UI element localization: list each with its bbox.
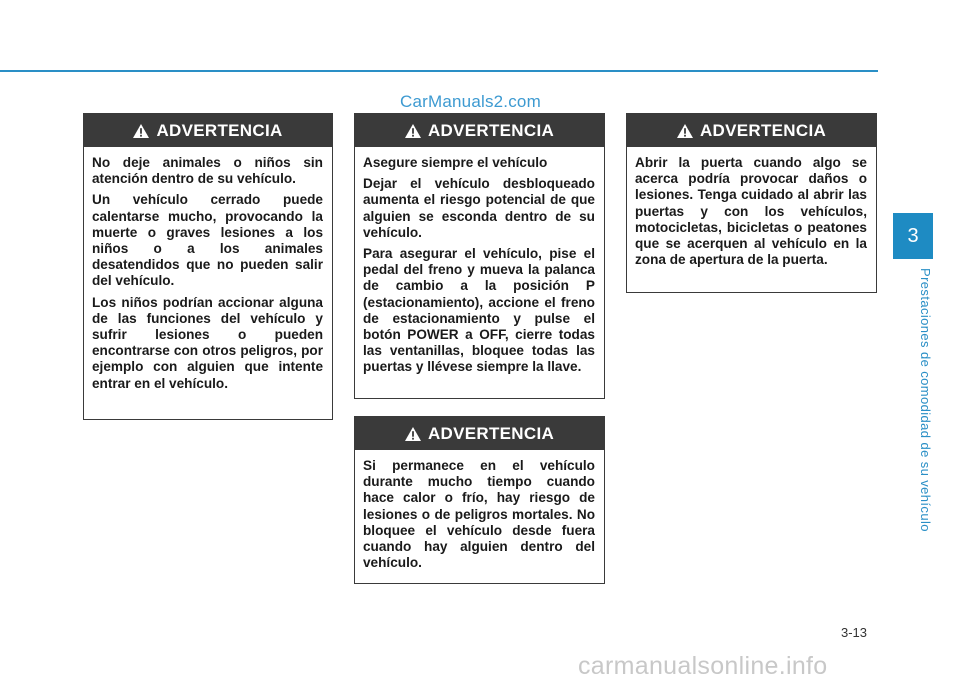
- warning-paragraph: Los niños podrían accionar alguna de las funciones del vehículo y sufrir lesiones o pueden encontrarse con otros peligros, por ejemplo con alguien que intente entrar en el vehículo.: [92, 294, 323, 391]
- warning-header: [84, 114, 332, 147]
- warning-header: [355, 417, 604, 450]
- warning-header: [355, 114, 604, 147]
- header-rule: [0, 70, 878, 72]
- warning-heading: ADVERTENCIA: [427, 423, 555, 443]
- warning-body: [355, 147, 604, 386]
- warning-paragraph: Para asegurar el vehículo, pise el pedal del freno y mueva la palanca de cambio a la posición P (estacionamiento), accione el freno de estacionamiento y pulse el botón POWER a OFF, cierre todas las ventanillas, bloquee todas las puertas y llévese siempre la llave.: [363, 246, 595, 375]
- watermark-bottom[interactable]: carmanualsonline.info: [578, 652, 828, 680]
- warning-heading: ADVERTENCIA: [427, 120, 555, 140]
- warning-body: [355, 450, 604, 581]
- warning-paragraph: Asegure siempre el vehículo: [363, 155, 548, 170]
- warning-triangle-icon: [133, 124, 149, 138]
- warning-box-temperature: [354, 416, 605, 584]
- warning-heading: ADVERTENCIA: [699, 120, 827, 140]
- warning-paragraph: Abrir la puerta cuando algo se acerca podría provocar daños o lesiones. Tenga cuidado al abrir las puertas y con los vehículos, motocicletas, bicicletas o peatones que se acerquen al vehículo en la zona de apertura de la puerta.: [635, 155, 867, 268]
- warning-body: [84, 147, 332, 402]
- warning-header: [627, 114, 876, 147]
- warning-paragraph: Si permanece en el vehículo durante mucho tiempo cuando hace calor o frío, hay riesgo de lesiones o de peligros mortales. No bloquee el vehículo desde fuera cuando hay alguien dentro del vehículo.: [363, 458, 595, 571]
- watermark-top[interactable]: CarManuals2.com: [400, 92, 541, 111]
- warning-box-door-opening: [626, 113, 877, 293]
- warning-paragraph: Un vehículo cerrado puede calentarse mucho, provocando la muerte o graves lesiones a los niños o a los animales desatendidos que no pueden salir del vehículo.: [92, 192, 323, 289]
- warning-box-secure-vehicle: [354, 113, 605, 399]
- warning-paragraph: No deje animales o niños sin atención dentro de su vehículo.: [92, 155, 323, 187]
- warning-paragraph: Dejar el vehículo desbloqueado aumenta el riesgo potencial de que alguien se esconda dentro de su vehículo.: [363, 176, 595, 240]
- warning-triangle-icon: [677, 124, 693, 138]
- warning-heading: ADVERTENCIA: [156, 120, 283, 140]
- warning-body: [627, 147, 876, 278]
- chapter-number-tab: 3: [893, 213, 933, 259]
- chapter-side-title: Prestaciones de comodidad de su vehículo: [918, 268, 933, 532]
- warning-triangle-icon: [405, 124, 421, 138]
- page-number: 3-13: [841, 625, 868, 640]
- warning-triangle-icon: [405, 427, 421, 441]
- warning-box-children-pets: [83, 113, 333, 420]
